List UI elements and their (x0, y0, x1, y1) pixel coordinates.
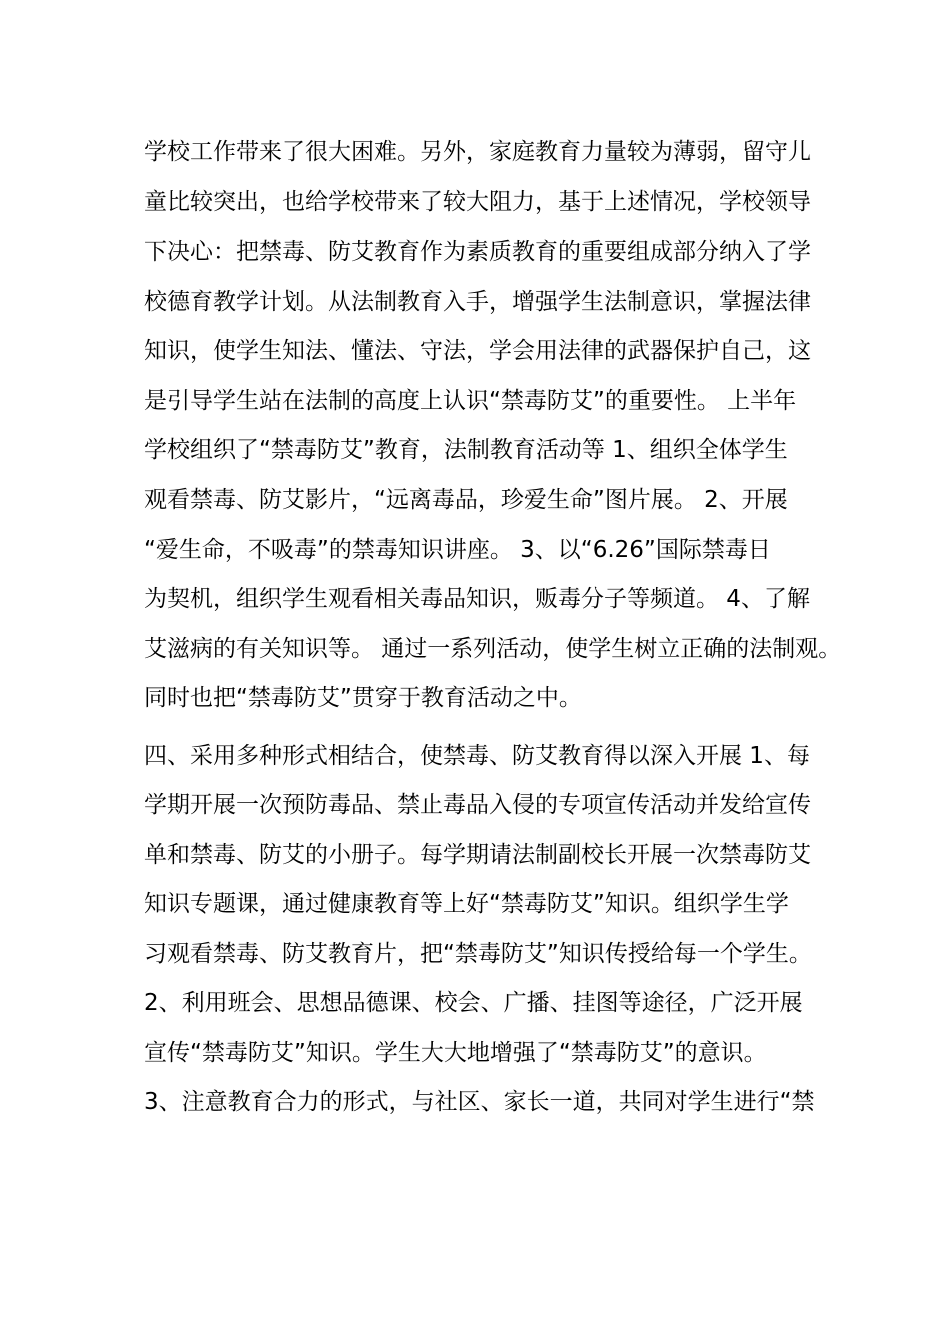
text-line: 校德育教学计划。从法制教育入手，增强学生法制意识，掌握法律 (144, 289, 811, 315)
text-line: 艾滋病的有关知识等。 通过一系列活动，使学生树立正确的法制观。 (144, 636, 842, 662)
text-line: 学期开展一次预防毒品、禁止毒品入侵的专项宣传活动并发给宣传 (144, 792, 811, 818)
text-line: 知识专题课，通过健康教育等上好“禁毒防艾”知识。组织学生学 (144, 891, 789, 917)
text-line: 知识，使学生知法、懂法、守法，学会用法律的武器保护自己，这 (144, 338, 811, 364)
text-line: 观看禁毒、防艾影片，“远离毒品，珍爱生命”图片展。 2、开展 (144, 487, 788, 513)
text-line: 学校工作带来了很大困难。另外，家庭教育力量较为薄弱，留守儿 (144, 139, 811, 165)
text-line: 是引导学生站在法制的高度上认识“禁毒防艾”的重要性。 上半年 (144, 388, 797, 414)
text-line: 为契机，组织学生观看相关毒品知识，贩毒分子等频道。 4、了解 (144, 586, 810, 612)
text-line: “爱生命，不吸毒”的禁毒知识讲座。 3、以“6.26”国际禁毒日 (144, 537, 771, 563)
text-line: 童比较突出，也给学校带来了较大阻力，基于上述情况，学校领导 (144, 189, 811, 215)
text-line: 四、采用多种形式相结合，使禁毒、防艾教育得以深入开展 1、每 (144, 743, 810, 769)
text-line: 同时也把“禁毒防艾”贯穿于教育活动之中。 (144, 685, 582, 711)
text-line: 单和禁毒、防艾的小册子。每学期请法制副校长开展一次禁毒防艾 (144, 842, 811, 868)
text-line: 学校组织了“禁毒防艾”教育，法制教育活动等 1、组织全体学生 (144, 437, 788, 463)
text-line: 下决心：把禁毒、防艾教育作为素质教育的重要组成部分纳入了学 (144, 239, 811, 265)
text-line: 3、注意教育合力的形式，与社区、家长一道，共同对学生进行“禁 (144, 1089, 815, 1115)
text-line: 2、利用班会、思想品德课、校会、广播、挂图等途径，广泛开展 (144, 990, 803, 1016)
text-line: 习观看禁毒、防艾教育片，把“禁毒防艾”知识传授给每一个学生。 (144, 941, 812, 967)
text-line: 宣传“禁毒防艾”知识。学生大大地增强了“禁毒防艾”的意识。 (144, 1040, 767, 1066)
